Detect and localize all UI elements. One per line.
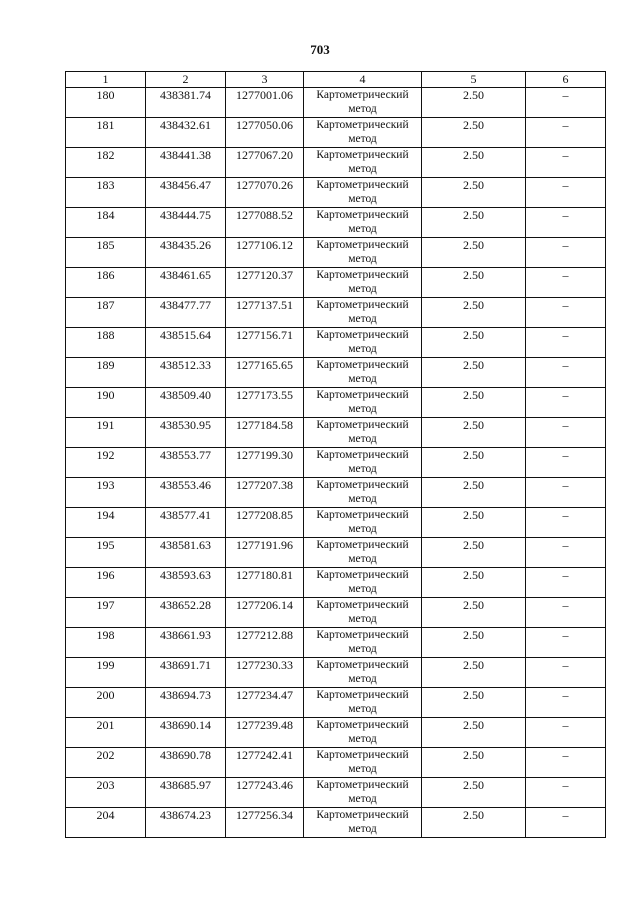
table-row — [66, 448, 606, 478]
x-coordinate-cell: 438652.28 — [146, 598, 226, 628]
y-coordinate-cell: 1277234.47 — [226, 688, 304, 718]
accuracy-cell: 2.50 — [422, 778, 526, 808]
table-row — [66, 508, 606, 538]
page-number: 703 — [310, 42, 330, 57]
accuracy-cell: 2.50 — [422, 658, 526, 688]
accuracy-cell: 2.50 — [422, 358, 526, 388]
x-coordinate-cell: 438690.78 — [146, 748, 226, 778]
accuracy-cell: 2.50 — [422, 688, 526, 718]
note-cell: – — [526, 418, 606, 448]
y-coordinate-cell: 1277106.12 — [226, 238, 304, 268]
table-row — [66, 718, 606, 748]
table-row — [66, 688, 606, 718]
point-number-cell: 202 — [66, 748, 146, 778]
method-cell: Картометрический метод — [304, 298, 422, 328]
point-number-cell: 184 — [66, 208, 146, 238]
x-coordinate-cell: 438593.63 — [146, 568, 226, 598]
point-number-cell: 186 — [66, 268, 146, 298]
x-coordinate-cell: 438691.71 — [146, 658, 226, 688]
x-coordinate-cell: 438685.97 — [146, 778, 226, 808]
x-coordinate-cell: 438674.23 — [146, 808, 226, 838]
note-cell: – — [526, 178, 606, 208]
note-cell: – — [526, 268, 606, 298]
accuracy-cell: 2.50 — [422, 478, 526, 508]
table-row — [66, 568, 606, 598]
table-row — [66, 628, 606, 658]
point-number-cell: 203 — [66, 778, 146, 808]
point-number-cell: 188 — [66, 328, 146, 358]
y-coordinate-cell: 1277173.55 — [226, 388, 304, 418]
table-row — [66, 148, 606, 178]
accuracy-cell: 2.50 — [422, 388, 526, 418]
method-cell: Картометрический метод — [304, 448, 422, 478]
note-cell: – — [526, 208, 606, 238]
y-coordinate-cell: 1277137.51 — [226, 298, 304, 328]
y-coordinate-cell: 1277156.71 — [226, 328, 304, 358]
point-number-cell: 195 — [66, 538, 146, 568]
note-cell: – — [526, 478, 606, 508]
table-row — [66, 778, 606, 808]
accuracy-cell: 2.50 — [422, 88, 526, 118]
x-coordinate-cell: 438661.93 — [146, 628, 226, 658]
table-row — [66, 538, 606, 568]
method-cell: Картометрический метод — [304, 388, 422, 418]
method-cell: Картометрический метод — [304, 238, 422, 268]
y-coordinate-cell: 1277199.30 — [226, 448, 304, 478]
accuracy-cell: 2.50 — [422, 418, 526, 448]
column-header-6: 6 — [526, 72, 606, 88]
method-cell: Картометрический метод — [304, 568, 422, 598]
x-coordinate-cell: 438512.33 — [146, 358, 226, 388]
note-cell: – — [526, 538, 606, 568]
x-coordinate-cell: 438509.40 — [146, 388, 226, 418]
point-number-cell: 182 — [66, 148, 146, 178]
note-cell: – — [526, 388, 606, 418]
column-header-5: 5 — [422, 72, 526, 88]
method-cell: Картометрический метод — [304, 628, 422, 658]
method-cell: Картометрический метод — [304, 208, 422, 238]
note-cell: – — [526, 448, 606, 478]
table-row — [66, 418, 606, 448]
x-coordinate-cell: 438690.14 — [146, 718, 226, 748]
accuracy-cell: 2.50 — [422, 598, 526, 628]
accuracy-cell: 2.50 — [422, 118, 526, 148]
accuracy-cell: 2.50 — [422, 328, 526, 358]
point-number-cell: 197 — [66, 598, 146, 628]
column-header-1: 1 — [66, 72, 146, 88]
y-coordinate-cell: 1277230.33 — [226, 658, 304, 688]
table-row — [66, 478, 606, 508]
coordinates-table — [65, 71, 606, 838]
method-cell: Картометрический метод — [304, 658, 422, 688]
point-number-cell: 187 — [66, 298, 146, 328]
accuracy-cell: 2.50 — [422, 508, 526, 538]
table-row — [66, 298, 606, 328]
point-number-cell: 191 — [66, 418, 146, 448]
x-coordinate-cell: 438553.46 — [146, 478, 226, 508]
method-cell: Картометрический метод — [304, 688, 422, 718]
note-cell: – — [526, 88, 606, 118]
x-coordinate-cell: 438553.77 — [146, 448, 226, 478]
method-cell: Картометрический метод — [304, 358, 422, 388]
accuracy-cell: 2.50 — [422, 538, 526, 568]
method-cell: Картометрический метод — [304, 268, 422, 298]
method-cell: Картометрический метод — [304, 598, 422, 628]
y-coordinate-cell: 1277180.81 — [226, 568, 304, 598]
method-cell: Картометрический метод — [304, 178, 422, 208]
y-coordinate-cell: 1277208.85 — [226, 508, 304, 538]
x-coordinate-cell: 438381.74 — [146, 88, 226, 118]
accuracy-cell: 2.50 — [422, 238, 526, 268]
method-cell: Картометрический метод — [304, 538, 422, 568]
x-coordinate-cell: 438432.61 — [146, 118, 226, 148]
point-number-cell: 192 — [66, 448, 146, 478]
table-row — [66, 388, 606, 418]
accuracy-cell: 2.50 — [422, 568, 526, 598]
y-coordinate-cell: 1277070.26 — [226, 178, 304, 208]
accuracy-cell: 2.50 — [422, 148, 526, 178]
table-row — [66, 748, 606, 778]
point-number-cell: 200 — [66, 688, 146, 718]
note-cell: – — [526, 808, 606, 838]
note-cell: – — [526, 718, 606, 748]
note-cell: – — [526, 748, 606, 778]
y-coordinate-cell: 1277191.96 — [226, 538, 304, 568]
note-cell: – — [526, 598, 606, 628]
x-coordinate-cell: 438444.75 — [146, 208, 226, 238]
x-coordinate-cell: 438530.95 — [146, 418, 226, 448]
x-coordinate-cell: 438456.47 — [146, 178, 226, 208]
point-number-cell: 183 — [66, 178, 146, 208]
point-number-cell: 190 — [66, 388, 146, 418]
y-coordinate-cell: 1277239.48 — [226, 718, 304, 748]
table-row — [66, 328, 606, 358]
point-number-cell: 201 — [66, 718, 146, 748]
y-coordinate-cell: 1277001.06 — [226, 88, 304, 118]
method-cell: Картометрический метод — [304, 148, 422, 178]
x-coordinate-cell: 438461.65 — [146, 268, 226, 298]
x-coordinate-cell: 438581.63 — [146, 538, 226, 568]
method-cell: Картометрический метод — [304, 748, 422, 778]
table-body — [66, 88, 606, 838]
y-coordinate-cell: 1277088.52 — [226, 208, 304, 238]
table-row — [66, 658, 606, 688]
table-header-row — [66, 72, 606, 88]
column-header-4: 4 — [304, 72, 422, 88]
method-cell: Картометрический метод — [304, 508, 422, 538]
method-cell: Картометрический метод — [304, 328, 422, 358]
y-coordinate-cell: 1277120.37 — [226, 268, 304, 298]
note-cell: – — [526, 298, 606, 328]
x-coordinate-cell: 438441.38 — [146, 148, 226, 178]
y-coordinate-cell: 1277184.58 — [226, 418, 304, 448]
table-row — [66, 118, 606, 148]
y-coordinate-cell: 1277256.34 — [226, 808, 304, 838]
note-cell: – — [526, 148, 606, 178]
y-coordinate-cell: 1277243.46 — [226, 778, 304, 808]
method-cell: Картометрический метод — [304, 88, 422, 118]
point-number-cell: 204 — [66, 808, 146, 838]
accuracy-cell: 2.50 — [422, 718, 526, 748]
note-cell: – — [526, 328, 606, 358]
table-row — [66, 808, 606, 838]
accuracy-cell: 2.50 — [422, 208, 526, 238]
note-cell: – — [526, 658, 606, 688]
table-row — [66, 268, 606, 298]
note-cell: – — [526, 778, 606, 808]
note-cell: – — [526, 508, 606, 538]
accuracy-cell: 2.50 — [422, 628, 526, 658]
note-cell: – — [526, 628, 606, 658]
accuracy-cell: 2.50 — [422, 748, 526, 778]
method-cell: Картометрический метод — [304, 778, 422, 808]
point-number-cell: 199 — [66, 658, 146, 688]
note-cell: – — [526, 118, 606, 148]
y-coordinate-cell: 1277165.65 — [226, 358, 304, 388]
accuracy-cell: 2.50 — [422, 298, 526, 328]
note-cell: – — [526, 568, 606, 598]
point-number-cell: 181 — [66, 118, 146, 148]
table-row — [66, 598, 606, 628]
table-row — [66, 358, 606, 388]
note-cell: – — [526, 238, 606, 268]
accuracy-cell: 2.50 — [422, 448, 526, 478]
y-coordinate-cell: 1277242.41 — [226, 748, 304, 778]
y-coordinate-cell: 1277206.14 — [226, 598, 304, 628]
note-cell: – — [526, 358, 606, 388]
method-cell: Картометрический метод — [304, 118, 422, 148]
column-header-3: 3 — [226, 72, 304, 88]
table-row — [66, 238, 606, 268]
table-row — [66, 178, 606, 208]
x-coordinate-cell: 438515.64 — [146, 328, 226, 358]
note-cell: – — [526, 688, 606, 718]
accuracy-cell: 2.50 — [422, 268, 526, 298]
y-coordinate-cell: 1277212.88 — [226, 628, 304, 658]
method-cell: Картометрический метод — [304, 808, 422, 838]
point-number-cell: 189 — [66, 358, 146, 388]
point-number-cell: 194 — [66, 508, 146, 538]
x-coordinate-cell: 438477.77 — [146, 298, 226, 328]
point-number-cell: 198 — [66, 628, 146, 658]
point-number-cell: 185 — [66, 238, 146, 268]
accuracy-cell: 2.50 — [422, 178, 526, 208]
method-cell: Картометрический метод — [304, 478, 422, 508]
column-header-2: 2 — [146, 72, 226, 88]
point-number-cell: 196 — [66, 568, 146, 598]
point-number-cell: 193 — [66, 478, 146, 508]
method-cell: Картометрический метод — [304, 718, 422, 748]
accuracy-cell: 2.50 — [422, 808, 526, 838]
y-coordinate-cell: 1277067.20 — [226, 148, 304, 178]
y-coordinate-cell: 1277207.38 — [226, 478, 304, 508]
method-cell: Картометрический метод — [304, 418, 422, 448]
x-coordinate-cell: 438577.41 — [146, 508, 226, 538]
table-row — [66, 88, 606, 118]
x-coordinate-cell: 438694.73 — [146, 688, 226, 718]
x-coordinate-cell: 438435.26 — [146, 238, 226, 268]
y-coordinate-cell: 1277050.06 — [226, 118, 304, 148]
table-row — [66, 208, 606, 238]
point-number-cell: 180 — [66, 88, 146, 118]
